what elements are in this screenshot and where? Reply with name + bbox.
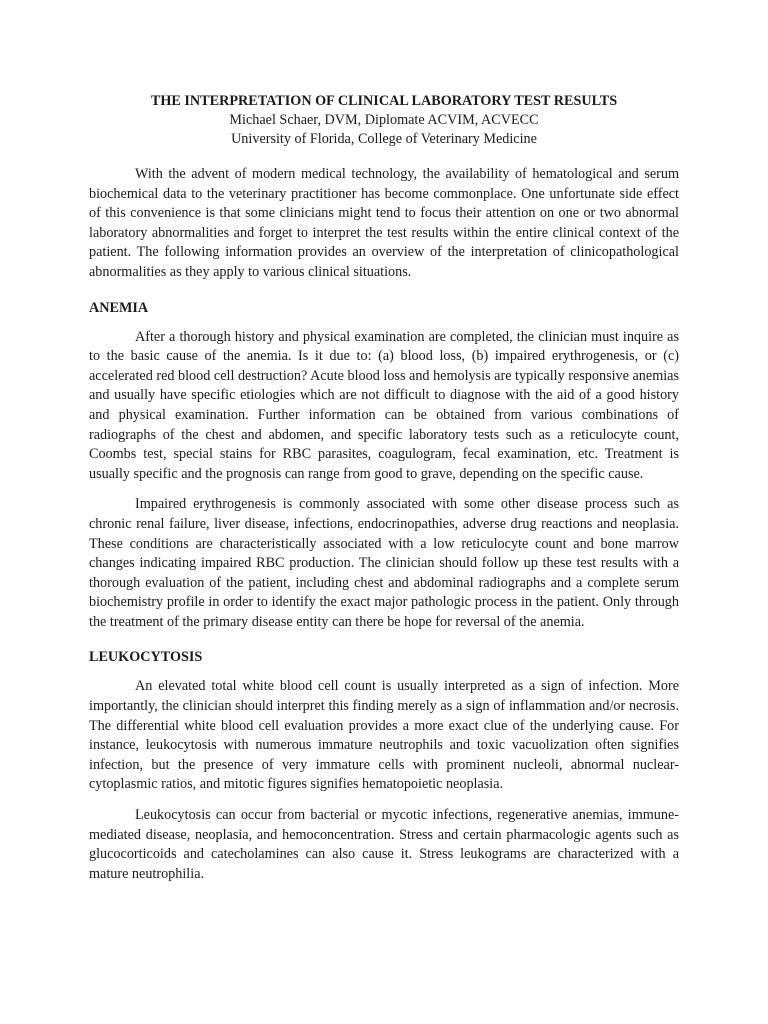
section-heading-leukocytosis: LEUKOCYTOSIS [89, 649, 203, 666]
anemia-paragraph-1: After a thorough history and physical examination are completed, the clinician must inquire as to the basic cause of the anemia. Is it due to: (a) blood loss, (b) impaired erythrogenesis, or (c) accelerated red blood cell destruction? Acute blood loss and hemolysis are typically responsive anemias and usually have specific etiologies which are not difficult to diagnose with the aid of a good history and physical examination. Further information can be obtained from various combinations of radiographs of the chest and abdomen, and specific laboratory tests such as a reticulocyte count, Coombs test, special stains for RBC parasites, coagulogram, fecal examination, etc. Treatment is usually specific and the prognosis can range from good to grave, depending on the specific cause. [89, 328, 679, 482]
leukocytosis-paragraph-2: Leukocytosis can occur from bacterial or mycotic infections, regenerative anemias, immune-mediated disease, neoplasia, and hemoconcentration. Stress and certain pharmacologic agents such as glucocorticoids and catecholamines can also cause it. Stress leukograms are characterized with a mature neutrophilia. [89, 807, 679, 882]
anemia-paragraph-2: Impaired erythrogenesis is commonly associated with some other disease process such as chronic renal failure, liver disease, infections, endocrinopathies, adverse drug reactions and neoplasia. These conditions are characteristically associated with a low reticulocyte count and bone marrow changes indicating impaired RBC production. The clinician should follow up these test results with a thorough evaluation of the patient, including chest and abdominal radiographs and a complete serum biochemistry profile in order to identify the exact major pathologic process in the patient. Only through the treatment of the primary disease entity can there be hope for reversal of the anemia. [89, 496, 679, 630]
intro-paragraph: With the advent of modern medical technology, the availability of hematological and serum biochemical data to the veterinary practitioner has become commonplace. One unfortunate side effect of this convenience is that some clinicians might tend to focus their attention on one or two abnormal laboratory abnormalities and forget to interpret the test results within the entire clinical context of the patient. The following information provides an overview of the interpretation of clinicopathological abnormalities as they apply to various clinical situations. [89, 166, 679, 280]
author-line: Michael Schaer, DVM, Diplomate ACVIM, ACVECC [229, 112, 539, 128]
section-heading-anemia: ANEMIA [89, 299, 149, 316]
document-title: THE INTERPRETATION OF CLINICAL LABORATORY TEST RESULTS [150, 93, 618, 109]
affiliation-line: University of Florida, College of Veterinary Medicine [231, 131, 537, 147]
leukocytosis-paragraph-1: An elevated total white blood cell count is usually interpreted as a sign of infection. More importantly, the clinician should interpret this finding merely as a sign of inflammation and/or necrosis. The differential white blood cell evaluation provides a more exact clue of the underlying cause. For instance, leukocytosis with numerous immature neutrophils and toxic vacuolization often signifies infection, but the presence of very immature cells with prominent nucleoli, abnormal nuclear-cytoplasmic ratios, and mitotic figures signifies hematopoietic neoplasia. [89, 678, 679, 793]
document-header [89, 92, 679, 149]
